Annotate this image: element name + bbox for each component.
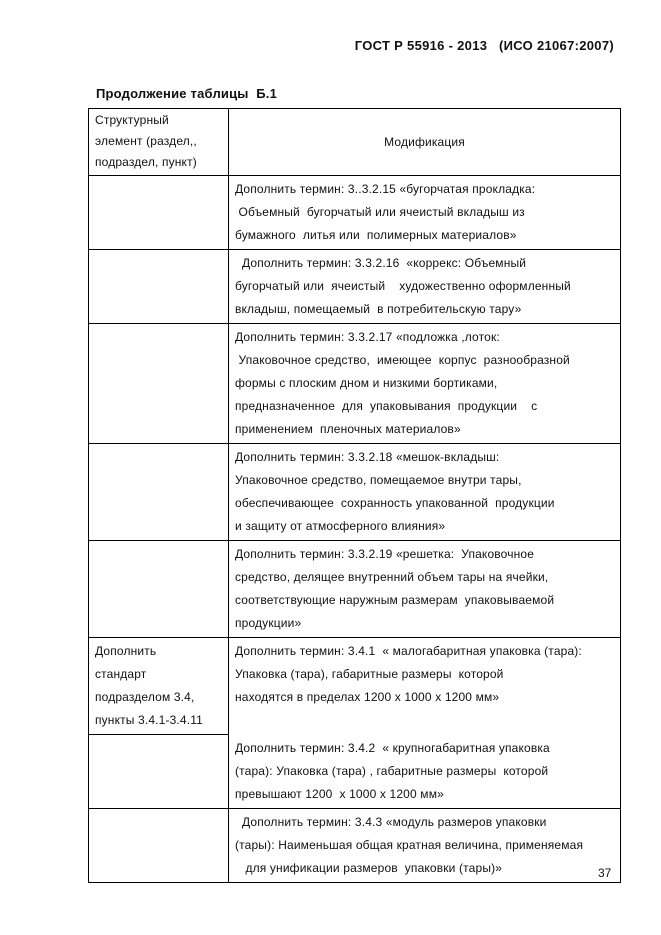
modification-line: превышают 1200 х 1000 х 1200 мм» [235, 786, 444, 801]
modification-line: предназначенное для упаковывания продукции с [235, 399, 538, 413]
modification-line: продукции» [235, 616, 302, 630]
modification-line: вкладыш, помещаемый в потребительскую тару» [235, 302, 522, 316]
table-row [89, 324, 621, 444]
document-code: ГОСТ Р 55916 - 2013 (ИСО 21067:2007) [354, 38, 614, 53]
modification-line: Дополнить термин: 3.3.2.18 «мешок-вкладыш: [235, 450, 500, 464]
row-modification-cell [229, 176, 621, 250]
modification-line: Дополнить термин: 3.3.2.16 «коррекс: Объемный [235, 256, 527, 270]
row-modification-cell [229, 638, 621, 735]
structural-line: пункты 3.4.1-3.4.11 [95, 713, 203, 727]
table-row [89, 176, 621, 250]
modification-line: Упаковочное средство, имеющее корпус разнообразной [235, 353, 570, 367]
header-modification: Модификация [229, 109, 621, 176]
modification-line: для унификации размеров упаковки (тары)» [235, 860, 503, 875]
modification-line: бумажного литья или полимерных материалов» [235, 228, 517, 242]
row-structural-cell [89, 541, 229, 638]
header-structural-element [89, 109, 229, 176]
modification-line: обеспечивающее сохранность упакованной продукции [235, 496, 555, 510]
modification-line: формы с плоским дном и низкими бортиками, [235, 376, 498, 390]
modification-line: Дополнить термин: 3.3.2.19 «решетка: Упаковочное [235, 547, 535, 561]
modification-line: Упаковка (тара), габаритные размеры которой [235, 667, 504, 681]
modification-line: и защиту от атмосферного влияния» [235, 519, 446, 533]
modification-line: бугорчатый или ячеистый художественно оформленный [235, 279, 571, 293]
modification-line: применением пленочных материалов» [235, 422, 461, 436]
row-structural-cell [89, 176, 229, 250]
modification-line: находятся в пределах 1200 х 1000 х 1200 мм» [235, 690, 500, 704]
row-modification-cell [229, 808, 621, 882]
row-modification-cell [229, 735, 621, 809]
table-row [89, 638, 621, 735]
row-structural-cell [89, 808, 229, 882]
modification-line: соответствующие наружным размерам упаковываемой [235, 593, 555, 607]
structural-line: подразделом 3.4, [95, 690, 195, 704]
modification-line: Объемный бугорчатый или ячеистый вкладыш из [235, 205, 525, 219]
row-structural-cell [89, 444, 229, 541]
modification-line: Дополнить термин: 3..3.2.15 «бугорчатая прокладка: [235, 182, 536, 196]
table-header-row [89, 109, 621, 176]
modification-table [88, 108, 621, 883]
modification-line: Дополнить термин: 3.4.2 « крупногабаритная упаковка [235, 740, 550, 755]
row-modification-cell [229, 444, 621, 541]
page-number: 37 [598, 866, 612, 880]
row-modification-cell [229, 250, 621, 324]
table-row [89, 250, 621, 324]
row-structural-cell [89, 324, 229, 444]
table-row [89, 808, 621, 882]
modification-line: (тары): Наименьшая общая кратная величина, применяемая [235, 837, 584, 852]
table-caption: Продолжение таблицы Б.1 [96, 86, 277, 101]
modification-line: Дополнить термин: 3.4.1 « малогабаритная упаковка (тара): [235, 644, 582, 658]
structural-line: стандарт [95, 667, 147, 681]
row-structural-cell [89, 735, 229, 809]
header-col1-line: Структурный [95, 113, 169, 127]
table-row [89, 444, 621, 541]
modification-line: Упаковочное средство, помещаемое внутри тары, [235, 473, 522, 487]
header-col1-line: элемент (раздел,, [95, 134, 197, 148]
row-modification-cell [229, 541, 621, 638]
row-modification-cell [229, 324, 621, 444]
modification-line: Дополнить термин: 3.3.2.17 «подложка ,лоток: [235, 330, 500, 344]
modification-line: Дополнить термин: 3.4.3 «модуль размеров упаковки [235, 814, 547, 829]
table-row [89, 541, 621, 638]
table-row [89, 735, 621, 809]
header-col1-line: подраздел, пункт) [95, 155, 197, 169]
modification-line: средство, делящее внутренний объем тары на ячейки, [235, 570, 549, 584]
row-structural-cell [89, 250, 229, 324]
structural-line: Дополнить [95, 644, 157, 658]
row-structural-cell [89, 638, 229, 735]
modification-line: (тара): Упаковка (тара) , габаритные размеры которой [235, 763, 549, 778]
